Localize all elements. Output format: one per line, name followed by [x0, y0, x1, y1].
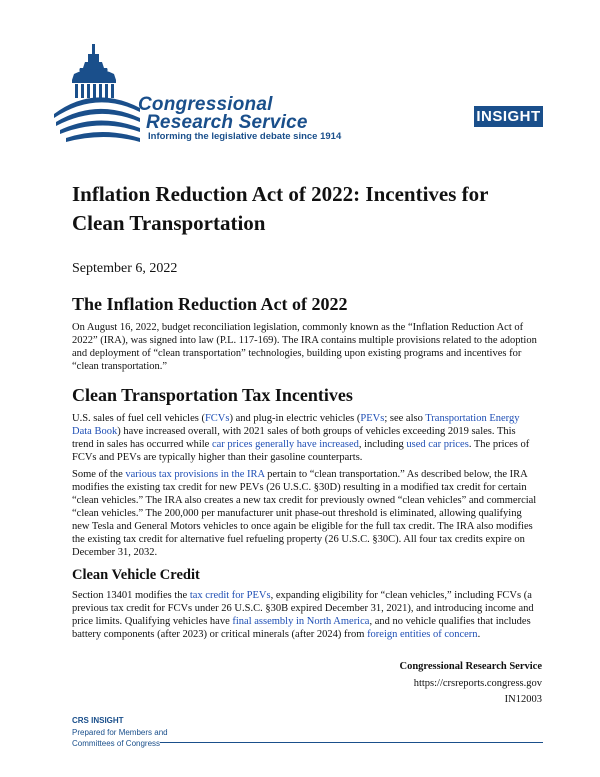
link-foreign-entities[interactable]: foreign entities of concern — [367, 629, 478, 640]
paragraph-ira-intro: On August 16, 2022, budget reconciliation legislation, commonly known as the “Inflation Reduction Act of 2022” (IRA), was signed into law (P.L. 117-169). The IRA contains multiple provisions related to the adoption and deployment of “clean transportation” technologies, building upon existing programs and incentives for “clean transportation.” — [72, 322, 537, 372]
link-pevs[interactable]: PEVs — [360, 413, 385, 424]
paragraph-tax-provisions: Some of the various tax provisions in the IRA pertain to “clean transportation.” As described below, the IRA modifies the existing tax credit for new PEVs (26 U.S.C. §30D) resulting in a modified tax credit for certain “clean vehicles.” The IRA also creates a new tax credit for previously owned “clean vehicles” and commercial “clean vehicles.” The 200,000 per manufacturer unit phase-out threshold is eliminated, allowing qualifying new Tesla and General Motors vehicles to once again be eligible for the full tax credit. The IRA also modifies the existing tax credit for alternative fuel refueling property (26 U.S.C. §30C). All four tax credits expire on December 31, 2032. — [72, 469, 537, 558]
section-heading-tax-incentives: Clean Transportation Tax Incentives — [72, 385, 353, 405]
link-final-assembly[interactable]: final assembly in North America — [232, 616, 370, 627]
org-name-line2: Research Service — [146, 112, 308, 133]
org-tagline: Informing the legislative debate since 1914 — [148, 131, 342, 142]
footer-url[interactable]: https://crsreports.congress.gov — [413, 678, 542, 689]
document-date: September 6, 2022 — [72, 261, 178, 276]
org-name-line1: Congressional — [138, 94, 273, 115]
crs-capitol-logo-icon — [52, 44, 144, 150]
subsection-heading-clean-vehicle-credit: Clean Vehicle Credit — [72, 567, 200, 583]
footer-crs-insight-label: CRS INSIGHT — [72, 716, 124, 725]
footer-org: Congressional Research Service — [399, 661, 542, 672]
paragraph-vehicle-sales: U.S. sales of fuel cell vehicles (FCVs) and plug-in electric vehicles (PEVs; see also Transportation Energy Data Book) have increased overall, with 2021 sales of both groups of vehicles exceeding 2019 sales. This trend in sales has occurred while car prices generally have increased, including used car prices. The prices of FCVs and PEVs are typically higher than their gasoline counterparts. — [72, 413, 530, 463]
footer-report-id: IN12003 — [504, 694, 542, 705]
link-car-prices-increased[interactable]: car prices generally have increased — [211, 439, 359, 450]
footer-divider — [160, 742, 543, 743]
link-transportation-energy-data-book[interactable]: Transportation Energy Data Book — [72, 413, 520, 437]
section-heading-ira: The Inflation Reduction Act of 2022 — [72, 294, 348, 314]
link-fcvs[interactable]: FCVs — [204, 413, 230, 424]
paragraph-clean-vehicle-credit: Section 13401 modifies the tax credit for PEVs, expanding eligibility for “clean vehicles,” including FCVs (a previous tax credit for FCVs under 26 U.S.C. §30B expired December 31, 2021), and introducing income and price limits. Qualifying vehicles have final assembly in North America, and no vehicle qualifies that includes battery components (after 2023) or critical minerals (after 2024) from foreign entities of concern. — [72, 590, 534, 640]
document-title: Inflation Reduction Act of 2022: Incentives for Clean Transportation — [72, 182, 489, 235]
link-used-car-prices[interactable]: used car prices — [406, 439, 469, 450]
link-tax-provisions-ira[interactable]: various tax provisions in the IRA — [125, 469, 265, 480]
link-tax-credit-pevs[interactable]: tax credit for PEVs — [189, 590, 271, 601]
footer-prepared-for: Prepared for Members and Committees of Congress — [72, 728, 168, 748]
insight-badge: INSIGHT — [474, 106, 543, 127]
